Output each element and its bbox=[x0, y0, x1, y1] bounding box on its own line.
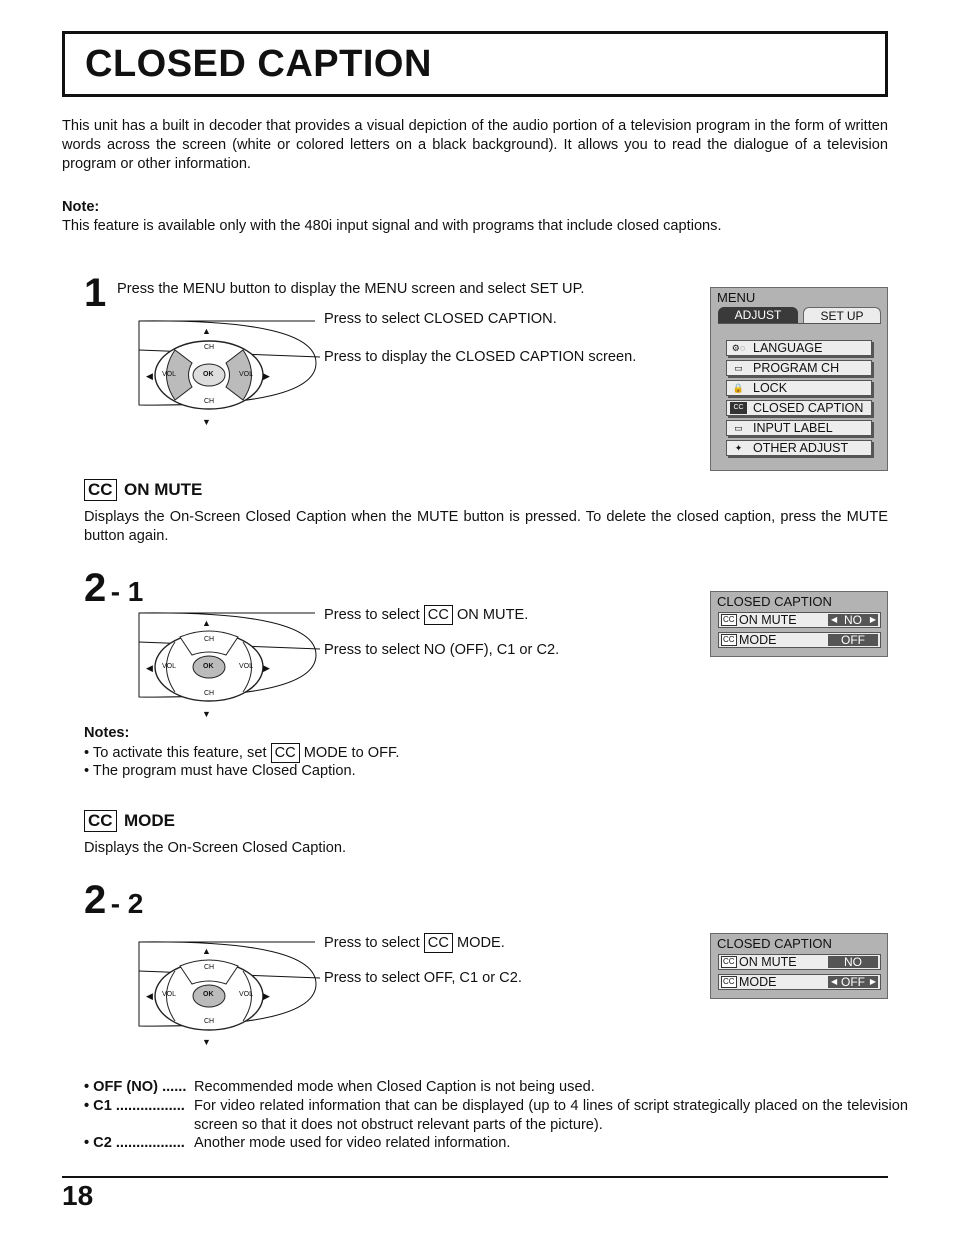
vol-up-button[interactable]: VOL bbox=[239, 991, 254, 998]
cc-label-box: CC bbox=[424, 605, 453, 625]
menu-item-lock[interactable]: 🔒 LOCK bbox=[726, 380, 872, 396]
ok-button[interactable]: OK bbox=[203, 663, 214, 670]
step-2-2-heading: 2 - 2 bbox=[84, 878, 144, 922]
note-2: • The program must have Closed Caption. bbox=[84, 763, 356, 779]
menu-item-program-ch[interactable]: ▭ PROGRAM CH bbox=[726, 360, 872, 376]
left-arrow-icon: ◀ bbox=[831, 615, 838, 624]
cc-screen-title: CLOSED CAPTION bbox=[717, 936, 832, 951]
right-arrow-icon: ▶ bbox=[869, 977, 876, 986]
mode-value[interactable]: OFF bbox=[828, 634, 878, 646]
cc-label-box: CC bbox=[84, 810, 117, 832]
ok-button[interactable]: OK bbox=[203, 371, 214, 378]
cc-row-mode[interactable]: CC MODE ◀ OFF ▶ bbox=[718, 974, 881, 990]
cc-icon: CC bbox=[723, 635, 735, 644]
ch-down-button[interactable]: CH bbox=[204, 398, 215, 405]
title-box bbox=[62, 31, 888, 97]
ok-button[interactable]: OK bbox=[203, 991, 214, 998]
cc-icon: CC bbox=[723, 615, 735, 624]
step-2-1-heading: 2 - 1 bbox=[84, 566, 144, 610]
intro-text: This unit has a built in decoder that provides a visual depiction of the audio portion of a television program in the form of written words across the screen (white or colored letters on a black background). It allows you to read the dialogue of a television program or other information. bbox=[62, 118, 888, 172]
up-arrow-icon: ▲ bbox=[202, 326, 211, 336]
note-label: Note: bbox=[62, 199, 100, 215]
down-arrow-icon: ▼ bbox=[202, 417, 211, 427]
cc-label-box: CC bbox=[271, 743, 300, 763]
vol-down-button[interactable]: VOL bbox=[162, 371, 177, 378]
page-title: CLOSED CAPTION bbox=[85, 43, 432, 85]
tab-adjust[interactable]: ADJUST bbox=[718, 307, 798, 323]
menu-screen-title: MENU bbox=[717, 290, 756, 305]
right-arrow-icon: ▶ bbox=[263, 371, 270, 381]
other-adjust-icon: ✦ bbox=[734, 443, 743, 453]
left-arrow-icon: ◀ bbox=[146, 663, 153, 673]
cc-label-box: CC bbox=[424, 933, 453, 953]
left-arrow-icon: ◀ bbox=[146, 991, 153, 1001]
vol-up-button[interactable]: VOL bbox=[239, 371, 254, 378]
on-mute-text: Displays the On-Screen Closed Caption when the MUTE button is pressed. To delete the closed caption, press the MUTE button again. bbox=[84, 509, 888, 544]
note-1: • To activate this feature, set CC MODE to OFF. bbox=[84, 745, 400, 761]
vol-up-button[interactable]: VOL bbox=[239, 663, 254, 670]
page-number: 18 bbox=[62, 1180, 94, 1211]
language-icon: ⚙◌ bbox=[731, 343, 746, 353]
notes-label: Notes: bbox=[84, 725, 130, 741]
callout-display-closed-caption: Press to display the CLOSED CAPTION screen. bbox=[324, 349, 637, 365]
note-text: This feature is available only with the 480i input signal and with programs that include closed captions. bbox=[62, 218, 722, 234]
list-item-c2: • C2 ................. Another mode used for video related information. bbox=[84, 1135, 511, 1151]
menu-item-input-label[interactable]: ▭ INPUT LABEL bbox=[726, 420, 872, 436]
cc-icon: CC bbox=[730, 402, 747, 414]
left-arrow-icon: ◀ bbox=[831, 977, 838, 986]
remote-diagram-3 bbox=[130, 936, 330, 1051]
ch-up-button[interactable]: CH bbox=[204, 636, 215, 643]
left-arrow-icon: ◀ bbox=[146, 371, 153, 381]
step-1-number: 1 bbox=[84, 271, 107, 315]
menu-item-closed-caption[interactable]: CC CLOSED CAPTION bbox=[726, 400, 872, 416]
on-mute-value[interactable]: NO bbox=[828, 956, 878, 968]
vol-down-button[interactable]: VOL bbox=[162, 663, 177, 670]
tab-set-up[interactable]: SET UP bbox=[803, 307, 881, 323]
mode-value[interactable]: ◀ OFF ▶ bbox=[828, 976, 878, 988]
input-label-icon: ▭ bbox=[734, 423, 743, 433]
closed-caption-screen-2 bbox=[710, 933, 888, 999]
callout-select-no-c1-c2: Press to select NO (OFF), C1 or C2. bbox=[324, 642, 560, 658]
vol-down-button[interactable]: VOL bbox=[162, 991, 177, 998]
list-item-off: • OFF (NO) ...... Recommended mode when Closed Caption is not being used. bbox=[84, 1079, 595, 1095]
callout-select-off-c1-c2: Press to select OFF, C1 or C2. bbox=[324, 970, 522, 986]
remote-diagram-1 bbox=[130, 315, 330, 430]
up-arrow-icon: ▲ bbox=[202, 946, 211, 956]
mode-text: Displays the On-Screen Closed Caption. bbox=[84, 840, 347, 856]
up-arrow-icon: ▲ bbox=[202, 618, 211, 628]
lock-icon: 🔒 bbox=[732, 383, 745, 393]
cc-row-on-mute[interactable]: CC ON MUTE ◀ NO ▶ bbox=[718, 612, 881, 628]
cc-icon: CC bbox=[723, 977, 735, 986]
callout-select-on-mute: Press to select CC ON MUTE. bbox=[324, 607, 529, 623]
step-1-instruction: Press the MENU button to display the MENU screen and select SET UP. bbox=[117, 281, 585, 297]
cc-label-box: CC bbox=[84, 479, 117, 501]
closed-caption-screen-1 bbox=[710, 591, 888, 657]
menu-item-language[interactable]: ⚙◌ LANGUAGE bbox=[726, 340, 872, 356]
right-arrow-icon: ▶ bbox=[263, 663, 270, 673]
ch-up-button[interactable]: CH bbox=[204, 964, 215, 971]
down-arrow-icon: ▼ bbox=[202, 1037, 211, 1047]
menu-item-other-adjust[interactable]: ✦ OTHER ADJUST bbox=[726, 440, 872, 456]
cc-screen-title: CLOSED CAPTION bbox=[717, 594, 832, 609]
cc-row-on-mute[interactable]: CC ON MUTE NO bbox=[718, 954, 881, 970]
ch-up-button[interactable]: CH bbox=[204, 344, 215, 351]
ch-down-button[interactable]: CH bbox=[204, 1018, 215, 1025]
on-mute-heading: CC ON MUTE bbox=[84, 479, 202, 501]
on-mute-value[interactable]: ◀ NO ▶ bbox=[828, 614, 878, 626]
footer-divider bbox=[62, 1176, 888, 1178]
cc-row-mode[interactable]: CC MODE OFF bbox=[718, 632, 881, 648]
program-ch-icon: ▭ bbox=[734, 363, 743, 373]
right-arrow-icon: ▶ bbox=[869, 615, 876, 624]
callout-select-closed-caption: Press to select CLOSED CAPTION. bbox=[324, 311, 557, 327]
mode-heading: CC MODE bbox=[84, 810, 175, 832]
remote-diagram-2 bbox=[130, 607, 330, 722]
cc-icon: CC bbox=[723, 957, 735, 966]
callout-select-mode: Press to select CC MODE. bbox=[324, 935, 505, 951]
down-arrow-icon: ▼ bbox=[202, 709, 211, 719]
ch-down-button[interactable]: CH bbox=[204, 690, 215, 697]
menu-screen bbox=[710, 287, 888, 471]
list-item-c1: • C1 ................. For video related information that can be displayed (up to 4 lines of script strategically placed on the television screen so that it does not obstruct relevant parts of the picture). bbox=[84, 1098, 908, 1133]
right-arrow-icon: ▶ bbox=[263, 991, 270, 1001]
